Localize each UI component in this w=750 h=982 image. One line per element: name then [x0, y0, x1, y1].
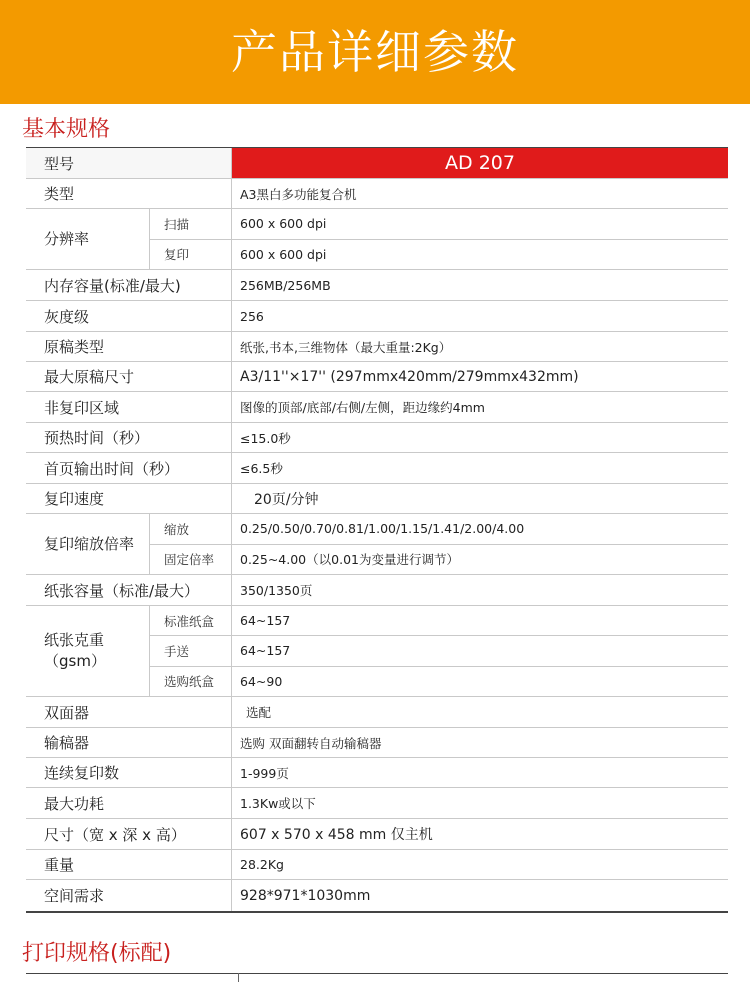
- value-column: [232, 514, 728, 574]
- table-row-power: [26, 788, 728, 819]
- row-value: 64~157: [232, 636, 728, 666]
- row-label: 原稿类型: [26, 332, 232, 361]
- row-label: 灰度级: [26, 301, 232, 331]
- row-value: 1-999页: [240, 765, 289, 781]
- table-row-memory: [26, 270, 728, 301]
- sub-label: 选购纸盒: [164, 674, 215, 690]
- row-value: A3黑白多功能复合机: [240, 186, 357, 202]
- table-row-original-type: [26, 332, 728, 362]
- row-value: 1.3Kw或以下: [240, 796, 316, 811]
- table-row-grayscale: [26, 301, 728, 332]
- row-value: 选购 双面翻转自动输稿器: [240, 735, 382, 751]
- row-label: 分辨率: [26, 209, 150, 269]
- table-row-duplex: [26, 697, 728, 728]
- row-label: 型号: [26, 148, 232, 178]
- row-label-line: （gsm）: [44, 652, 106, 670]
- table-row-type: [26, 179, 728, 209]
- table-row-space: [26, 880, 728, 911]
- sub-label-column: [150, 514, 232, 574]
- row-value: 256MB/256MB: [240, 277, 331, 293]
- row-label: 最大原稿尺寸: [26, 362, 232, 391]
- value-column: [232, 606, 728, 696]
- row-value: 350/1350页: [240, 583, 313, 598]
- table-row-non-copy-area: [26, 392, 728, 423]
- table-row-first-copy: [26, 453, 728, 484]
- value-column: [232, 209, 728, 269]
- section-title-print: 打印规格(标配): [22, 941, 172, 966]
- table-row-resolution: [26, 209, 728, 270]
- row-value: 64~90: [240, 673, 283, 689]
- row-value: 纸张,书本,三维物体（最大重量:2Kg）: [240, 339, 452, 355]
- spec-table: [26, 147, 728, 913]
- table-row-weight: [26, 850, 728, 880]
- table-row-warmup: [26, 423, 728, 453]
- row-value: 20页/分钟: [254, 491, 319, 508]
- sub-label-column: [150, 606, 232, 696]
- row-label: 复印缩放倍率: [26, 514, 150, 574]
- row-label: 非复印区域: [26, 392, 232, 422]
- row-value: 600 x 600 dpi: [232, 209, 728, 240]
- table-row-dimensions: [26, 819, 728, 850]
- row-label-line: 纸张克重: [44, 631, 105, 649]
- row-value: 600 x 600 dpi: [240, 246, 327, 262]
- row-label: 最大功耗: [26, 788, 232, 818]
- table-row-model: [26, 148, 728, 179]
- row-label: 首页输出时间（秒）: [26, 453, 232, 483]
- row-value: 0.25/0.50/0.70/0.81/1.00/1.15/1.41/2.00/4.00: [232, 514, 728, 545]
- row-label: 预热时间（秒）: [26, 423, 232, 452]
- row-value: 图像的顶部/底部/右侧/左侧，距边缘约4mm: [240, 400, 485, 415]
- sub-label: 缩放: [150, 514, 231, 545]
- row-label: 尺寸（宽 x 深 x 高）: [26, 819, 232, 849]
- row-label: 复印速度: [26, 484, 232, 513]
- row-value: 607 x 570 x 458 mm 仅主机: [240, 827, 433, 843]
- table-row-max-original: [26, 362, 728, 392]
- row-label: 类型: [26, 179, 232, 208]
- row-label: 连续复印数: [26, 758, 232, 787]
- sub-label: 标准纸盒: [150, 606, 231, 636]
- row-value: ≤15.0秒: [240, 430, 291, 446]
- row-value: 选配: [246, 705, 272, 720]
- divider: [238, 973, 239, 982]
- row-value: ≤6.5秒: [240, 461, 283, 476]
- row-value: 64~157: [232, 606, 728, 636]
- table-row-continuous: [26, 758, 728, 788]
- row-label: 双面器: [26, 697, 232, 727]
- row-value: 256: [240, 308, 264, 324]
- table-row-paper-weight: [26, 606, 728, 697]
- row-value: 28.2Kg: [240, 857, 284, 872]
- sub-label: 复印: [164, 247, 190, 263]
- model-value: AD 207: [232, 148, 728, 178]
- row-label: 输稿器: [26, 728, 232, 757]
- sub-label: 扫描: [150, 209, 231, 240]
- table-row-feeder: [26, 728, 728, 758]
- row-label: [26, 606, 150, 696]
- row-value: 0.25~4.00（以0.01为变量进行调节）: [240, 552, 459, 568]
- table-row-zoom: [26, 514, 728, 575]
- row-value: 928*971*1030mm: [240, 887, 371, 904]
- row-value: A3/11''×17'' (297mmx420mm/279mmx432mm): [240, 368, 579, 385]
- row-label: 纸张容量（标准/最大）: [26, 575, 232, 605]
- sub-label: 固定倍率: [164, 552, 215, 568]
- table-row-paper-capacity: [26, 575, 728, 606]
- sub-label-column: [150, 209, 232, 269]
- divider: [26, 973, 728, 974]
- row-label: 内存容量(标准/最大): [26, 270, 232, 300]
- section-title-basic: 基本规格: [22, 117, 111, 142]
- row-label: 重量: [26, 850, 232, 879]
- page-title: 产品详细参数: [231, 25, 519, 79]
- table-row-copy-speed: [26, 484, 728, 514]
- sub-label: 手送: [150, 636, 231, 666]
- row-label: 空间需求: [26, 880, 232, 911]
